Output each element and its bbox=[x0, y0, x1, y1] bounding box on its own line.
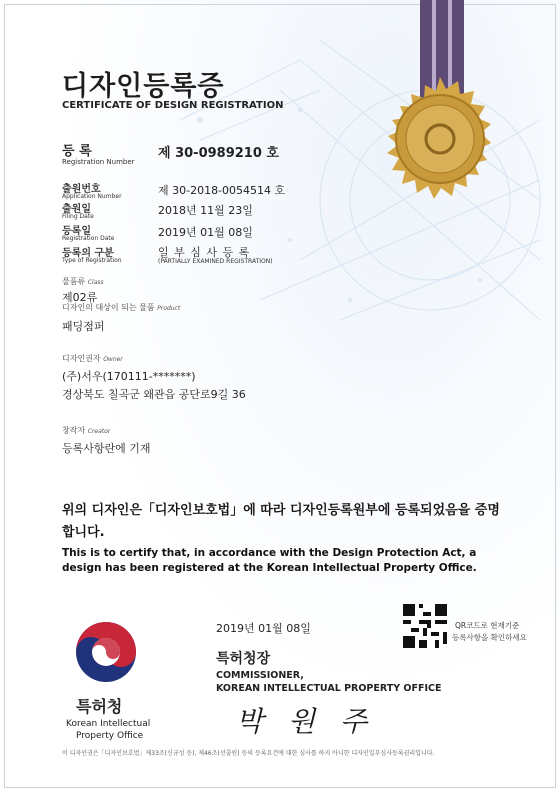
statement-ko: 위의 디자인은「디자인보호법」에 따라 디자인등록원부에 등록되었음을 증명합니다. bbox=[62, 503, 500, 540]
filing-date: 2018년 11월 23일 bbox=[158, 204, 253, 217]
logo-name-ko: 특허청 bbox=[76, 697, 123, 716]
logo-name-en1: Korean Intellectual bbox=[66, 719, 151, 729]
commissioner-title: 특허청장 bbox=[216, 651, 271, 667]
registration-date-label-en: Registration Date bbox=[62, 235, 115, 242]
owner-name: (주)서우(170111-*******) bbox=[62, 370, 196, 383]
product-label-ko: 디자인의 대상이 되는 물품 bbox=[62, 303, 155, 312]
signature: 박 원 주 bbox=[236, 705, 375, 738]
registration-type-label: 등록의 구분 bbox=[62, 248, 114, 259]
certificate-title: 디자인등록증 bbox=[62, 71, 225, 102]
creator-value: 등록사항란에 기재 bbox=[62, 442, 151, 455]
registration-label-en: Registration Number bbox=[62, 158, 135, 166]
qr-note-line2: 등록사항을 확인하세요 bbox=[452, 633, 527, 642]
owner-label-en: Owner bbox=[103, 356, 123, 363]
issue-date: 2019년 01월 08일 bbox=[216, 622, 311, 635]
owner-label-ko: 디자인권자 bbox=[62, 354, 101, 363]
statement-en: This is to certify that, in accordance with the Design Protection Act, a design has been registered at the Korean Intellectual Property Office. bbox=[62, 547, 477, 574]
filing-date-label-en: Filing Date bbox=[62, 213, 94, 220]
registration-date: 2019년 01월 08일 bbox=[158, 226, 253, 239]
application-number-label-en: Application Number bbox=[62, 193, 122, 200]
qr-note-line1: QR코드로 현재기준 bbox=[455, 621, 520, 630]
registration-type: 일 부 심 사 등 록 bbox=[158, 246, 251, 259]
filing-date-label: 출원일 bbox=[62, 204, 91, 215]
class-value: 제02류 bbox=[62, 291, 98, 304]
certificate-subtitle: CERTIFICATE OF DESIGN REGISTRATION bbox=[62, 100, 284, 111]
creator-label-en: Creator bbox=[87, 428, 111, 435]
product-label-en: Product bbox=[157, 305, 181, 312]
class-label-en: Class bbox=[87, 279, 104, 286]
owner-label bbox=[62, 353, 123, 364]
footer-note: 이 디자인권은「디자인보호법」제33조(신규성 등), 제46조(선출원) 등의 등록요건에 대한 심사를 하지 아니한 디자인일부심사등록권리입니다. bbox=[62, 750, 435, 757]
product-value: 패딩점퍼 bbox=[62, 320, 105, 333]
registration-date-label: 등록일 bbox=[62, 226, 91, 237]
registration-label: 등 록 bbox=[62, 144, 92, 159]
class-label-ko: 물품류 bbox=[62, 277, 86, 286]
registration-type-label-en: Type of Registration bbox=[62, 257, 122, 264]
owner-address: 경상북도 칠곡군 왜관읍 공단로9길 36 bbox=[62, 388, 246, 401]
registration-number: 제 30-0989210 호 bbox=[158, 146, 279, 161]
class-label bbox=[62, 276, 104, 287]
commissioner-title-en1: COMMISSIONER, bbox=[216, 670, 304, 681]
application-number: 제 30-2018-0054514 호 bbox=[158, 184, 286, 197]
creator-label bbox=[62, 425, 110, 436]
registration-type-en: (PARTIALLY EXAMINED REGISTRATION) bbox=[158, 258, 273, 265]
product-label bbox=[62, 302, 180, 313]
kipo-logo-icon bbox=[72, 618, 140, 686]
logo-name-en2: Property Office bbox=[76, 731, 144, 741]
creator-label-ko: 창작자 bbox=[62, 426, 86, 435]
application-number-label: 출원번호 bbox=[62, 184, 101, 195]
commissioner-title-en2: KOREAN INTELLECTUAL PROPERTY OFFICE bbox=[216, 683, 442, 694]
qr-code-icon bbox=[403, 604, 447, 648]
gold-seal-icon bbox=[368, 75, 512, 219]
